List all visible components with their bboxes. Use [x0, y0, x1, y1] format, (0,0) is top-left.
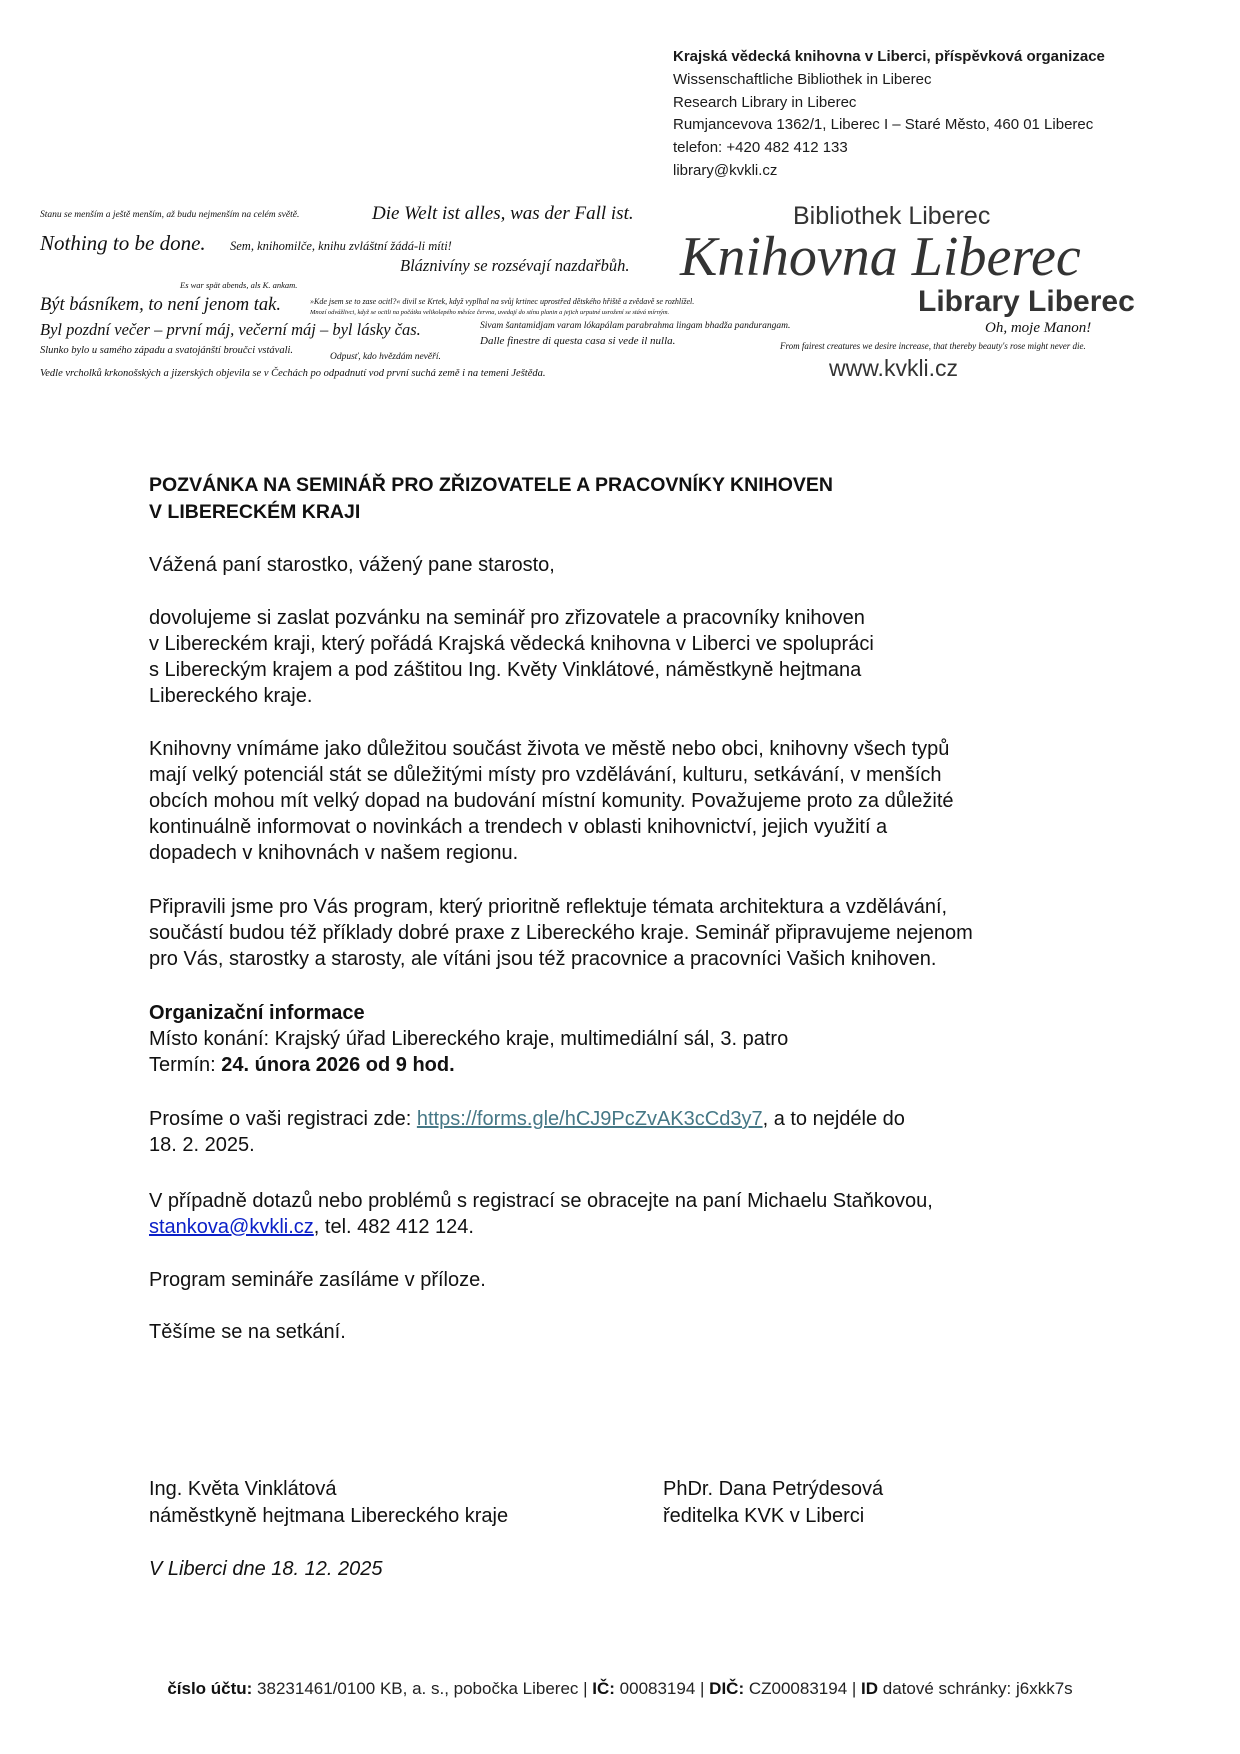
contact-line: V případně dotazů nebo problémů s registrací se obracejte na paní Michaelu Staňkovou, [149, 1190, 933, 1212]
title-line: V LIBERECKÉM KRAJI [149, 501, 361, 523]
logo-quote: Byl pozdní večer – první máj, večerní máj – byl lásky čas. [40, 320, 421, 339]
logo-quote: Sem, knihomilče, knihu zvláštní žádá-li míti! [230, 239, 452, 253]
registration-link[interactable]: https://forms.gle/hCJ9PcZvAK3cCd3y7 [416, 1108, 763, 1130]
text-line: součástí budou též příklady dobré praxe z Libereckého kraje. Seminář připravujeme nejenom [149, 922, 973, 944]
letter-title [149, 472, 833, 526]
english-name: Research Library in Liberec [673, 93, 857, 111]
text-line: dovolujeme si zaslat pozvánku na seminář pro zřizovatele a pracovníky knihoven [149, 607, 865, 629]
text-line: dopadech v knihovnách v našem regionu. [149, 842, 519, 864]
signature-petrydesova [663, 1476, 883, 1530]
logo-quote: Mnozí odvážlivci, když se ocitli na počátku velikolepého měsíce června, uvedají do stínu planin a jejich urputné usrožení se stává mírným. [310, 309, 670, 316]
logo-quote: Odpusť, kdo hvězdám nevěří. [330, 352, 441, 362]
text-line: Knihovny vnímáme jako důležitou součást života ve městě nebo obci, knihovny všech typů [149, 738, 950, 760]
term-label: Termín: [149, 1054, 222, 1076]
logo-quote: From fairest creatures we desire increase, that thereby beauty's rose might never die. [780, 341, 1086, 351]
signer-name: PhDr. Dana Petrýdesová [663, 1478, 884, 1500]
logo-knihovna: Knihovna Liberec [680, 226, 1081, 288]
address: Rumjancevova 1362/1, Liberec I – Staré Město, 460 01 Liberec [673, 116, 1094, 134]
ic-label: IČ: [592, 1679, 615, 1698]
registration [149, 1106, 905, 1158]
account-label: číslo účtu: [167, 1679, 253, 1698]
logo-quote: Slunko bylo u samého západu a svatojánští broučci vstávali. [40, 345, 294, 356]
id-label: ID [861, 1679, 879, 1698]
paragraph-program [149, 894, 973, 972]
logo-quote: Být básníkem, to není jenom tak. [40, 295, 281, 315]
dic-label: DIČ: [709, 1679, 745, 1698]
logo-quote: »Kde jsem se to zase ocitl?« divil se Krtek, když vyplhal na svůj krtinec uprostřed dětského hřiště a zvědavě se rozhlížel. [310, 297, 695, 306]
term-value: 24. února 2026 od 9 hod. [221, 1054, 455, 1076]
contact [149, 1188, 933, 1240]
term [149, 1052, 788, 1078]
logo-quote: Vedle vrcholků krkonošských a jizerských objevila se v Čechách po odpadnutí vod první suchá země i na temeni Ještěda. [40, 368, 546, 379]
logo-bibliothek: Bibliothek Liberec [793, 202, 991, 230]
text-line: Připravili jsme pro Vás program, který prioritně reflektuje témata architektura a vzdělávání, [149, 896, 948, 918]
logo-web: www.kvkli.cz [829, 355, 959, 381]
title-line: POZVÁNKA NA SEMINÁŘ PRO ZŘIZOVATELE A PRACOVNÍKY KNIHOVEN [149, 474, 833, 496]
text-line: v Libereckém kraji, který pořádá Krajská vědecká knihovna v Liberci ve spolupráci [149, 633, 874, 655]
text-line: Libereckého kraje. [149, 685, 313, 707]
id-value: datové schránky: j6xkk7s [878, 1679, 1073, 1698]
email: library@kvkli.cz [673, 161, 778, 179]
signer-name: Ing. Květa Vinklátová [149, 1478, 337, 1500]
paragraph-libraries [149, 736, 954, 866]
logo-library: Library Liberec [918, 285, 1135, 318]
text-line: pro Vás, starostky a starosty, ale vítáni jsou též pracovnice a pracovníci Vašich knihoven. [149, 948, 937, 970]
logo-quote: Dalle finestre di questa casa si vede il nulla. [480, 335, 676, 347]
signer-role: náměstkyně hejtmana Libereckého kraje [149, 1505, 509, 1527]
logo-quote: Oh, moje Manon! [985, 320, 1092, 336]
organizational-info [149, 1000, 788, 1078]
org-name: Krajská vědecká knihovna v Liberci, příspěvková organizace [673, 48, 1105, 65]
closing: Těšíme se na setkání. [149, 1321, 346, 1343]
letterhead-contact [673, 46, 1105, 183]
contact-email-link[interactable]: stankova@kvkli.cz [149, 1216, 314, 1238]
german-name: Wissenschaftliche Bibliothek in Liberec [673, 70, 932, 88]
org-info-heading: Organizační informace [149, 1002, 365, 1024]
logo-quote: Sivam šantamidjam varam lókapálam parabrahma lingam bhadža pandurangam. [480, 321, 791, 331]
registration-deadline: 18. 2. 2025. [149, 1134, 255, 1156]
text-line: obcích mohou mít velký dopad na budování místní komunity. Považujeme proto za důležité [149, 790, 954, 812]
signature-vinklatova [149, 1476, 508, 1530]
salutation: Vážená paní starostko, vážený pane starosto, [149, 554, 555, 576]
logo-quote: Es war spät abends, als K. ankam. [180, 280, 298, 290]
logo-quote: Stanu se menším a ještě menším, až budu nejmenším na celém světě. [40, 210, 300, 220]
registration-text: Prosíme o vaši registraci zde: [149, 1108, 417, 1130]
ic-value: 00083194 | [614, 1679, 710, 1698]
text-line: mají velký potenciál stát se důležitými místy pro vzdělávání, kulturu, setkávání, v menších [149, 764, 942, 786]
account-value: 38231461/0100 KB, a. s., pobočka Liberec | [252, 1679, 593, 1698]
program-note: Program semináře zasíláme v příloze. [149, 1269, 486, 1291]
place-date: V Liberci dne 18. 12. 2025 [149, 1558, 383, 1580]
logo-quote: Nothing to be done. [40, 231, 206, 255]
dic-value: CZ00083194 | [744, 1679, 862, 1698]
logo-quote: Die Welt ist alles, was der Fall ist. [372, 203, 634, 224]
registration-text: , a to nejdéle do [762, 1108, 905, 1130]
venue: Místo konání: Krajský úřad Libereckého kraje, multimediální sál, 3. patro [149, 1028, 789, 1050]
signer-role: ředitelka KVK v Liberci [663, 1505, 865, 1527]
text-line: kontinuálně informovat o novinkách a trendech v oblasti knihovnictví, jejich využití a [149, 816, 888, 838]
contact-phone: , tel. 482 412 124. [313, 1216, 474, 1238]
phone: telefon: +420 482 412 133 [673, 139, 848, 157]
text-line: s Libereckým krajem a pod záštitou Ing. Květy Vinklátové, náměstkyně hejtmana [149, 659, 862, 681]
logo-quote: Bláznivíny se rozsévají nazdařbůh. [400, 256, 630, 275]
paragraph-invitation [149, 605, 874, 709]
footer-bank-info [0, 1679, 1240, 1699]
